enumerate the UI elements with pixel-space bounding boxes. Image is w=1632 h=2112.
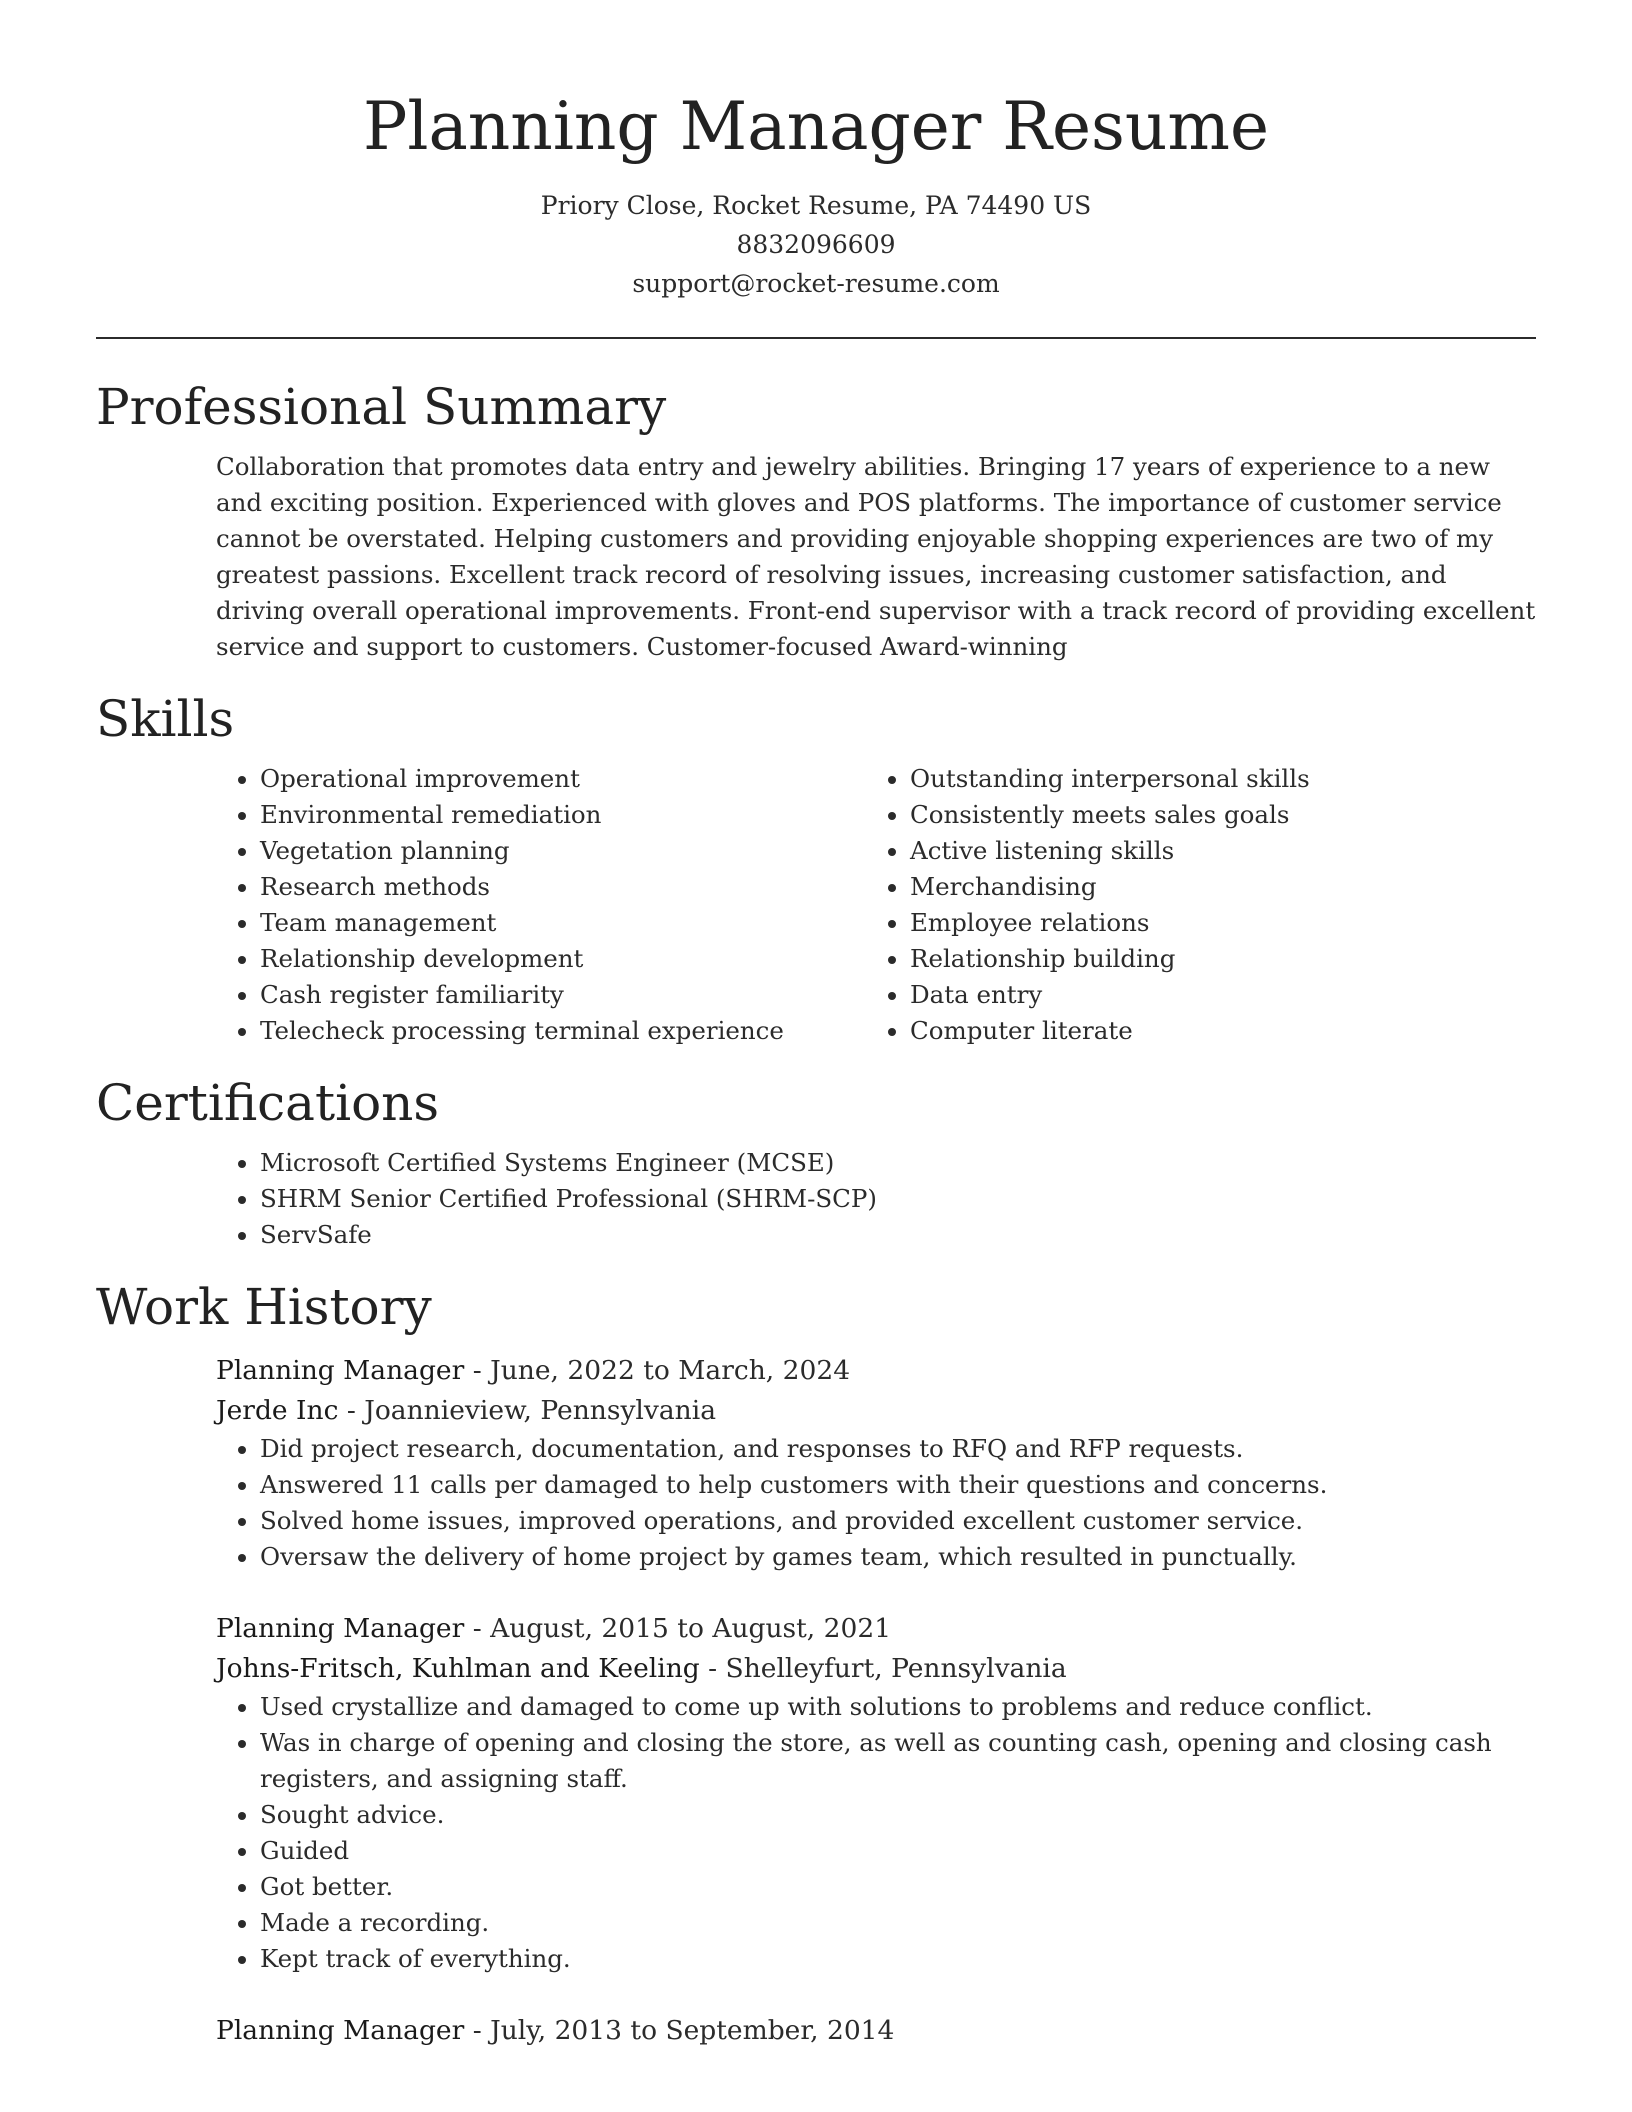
certification-item: • ServSafe xyxy=(260,1217,1536,1253)
summary-heading: Professional Summary xyxy=(96,378,667,436)
skill-item: • Relationship development xyxy=(260,941,866,977)
job-company: Johns-Fritsch, Kuhlman and Keeling xyxy=(216,1653,700,1684)
skills-list-left xyxy=(216,761,866,1049)
skill-item: • Computer literate xyxy=(910,1013,1516,1049)
job-duties-list xyxy=(216,1689,1536,1977)
skill-item: • Vegetation planning xyxy=(260,833,866,869)
job-duty-item: • Oversaw the delivery of home project by games team, which resulted in punctually. xyxy=(260,1539,1536,1575)
contact-address: Priory Close, Rocket Resume, PA 74490 US xyxy=(540,191,1092,220)
job-duty-item: • Guided xyxy=(260,1833,1536,1869)
job-role: Planning Manager xyxy=(216,2015,465,2046)
skill-item: • Consistently meets sales goals xyxy=(910,797,1516,833)
contact-phone: 8832096609 xyxy=(736,230,896,259)
skill-item: • Team management xyxy=(260,905,866,941)
certifications-heading: Certifications xyxy=(96,1074,440,1132)
job-title-line xyxy=(216,2011,1536,2051)
skill-item: • Active listening skills xyxy=(910,833,1516,869)
work-history-block xyxy=(216,1351,1536,2051)
work-history-heading: Work History xyxy=(96,1278,432,1336)
job-location: - Joannieview, Pennsylvania xyxy=(338,1395,717,1426)
skills-grid xyxy=(216,761,1536,1049)
job-company-line xyxy=(216,1649,1536,1689)
certifications-list xyxy=(216,1145,1536,1253)
resume-page xyxy=(96,0,1536,2051)
job-role: Planning Manager xyxy=(216,1613,465,1644)
job-dates: - June, 2022 to March, 2024 xyxy=(464,1355,851,1386)
skills-heading: Skills xyxy=(96,690,235,748)
job-company-line xyxy=(216,1391,1536,1431)
job-dates: - August, 2015 to August, 2021 xyxy=(464,1613,892,1644)
job-role: Planning Manager xyxy=(216,1355,465,1386)
skill-item: • Data entry xyxy=(910,977,1516,1013)
job-entry xyxy=(216,1351,1536,1575)
skill-item: • Merchandising xyxy=(910,869,1516,905)
resume-header xyxy=(96,0,1536,303)
skill-item: • Operational improvement xyxy=(260,761,866,797)
job-duties-list xyxy=(216,1431,1536,1575)
summary-text: Collaboration that promotes data entry and jewelry abilities. Bringing 17 years of experience to a new and exciting position. Experienced with gloves and POS platforms. The importance of customer service cannot be overstated. Helping customers and providing enjoyable shopping experiences are two of my greatest passions. Excellent track record of resolving issues, increasing customer satisfaction, and driving overall operational improvements. Front-end supervisor with a track record of providing excellent service and support to customers. Customer-focused Award-winning xyxy=(216,452,1536,661)
skill-item: • Research methods xyxy=(260,869,866,905)
job-duty-item: • Did project research, documentation, and responses to RFQ and RFP requests. xyxy=(260,1431,1536,1467)
certifications-block xyxy=(216,1145,1536,1253)
certification-item: • SHRM Senior Certified Professional (SHRM-SCP) xyxy=(260,1181,1536,1217)
skills-list-right xyxy=(866,761,1516,1049)
job-dates: - July, 2013 to September, 2014 xyxy=(464,2015,895,2046)
job-title-line xyxy=(216,1609,1536,1649)
contact-email: support@rocket-resume.com xyxy=(632,269,1000,298)
skill-item: • Relationship building xyxy=(910,941,1516,977)
certification-item: • Microsoft Certified Systems Engineer (MCSE) xyxy=(260,1145,1536,1181)
job-duty-item: • Kept track of everything. xyxy=(260,1941,1536,1977)
contact-block xyxy=(96,186,1536,303)
skill-item: • Environmental remediation xyxy=(260,797,866,833)
resume-title: Planning Manager Resume xyxy=(362,88,1270,165)
job-entry xyxy=(216,1609,1536,1977)
skill-item: • Outstanding interpersonal skills xyxy=(910,761,1516,797)
job-entry xyxy=(216,2011,1536,2051)
job-duty-item: • Answered 11 calls per damaged to help customers with their questions and concerns. xyxy=(260,1467,1536,1503)
job-duty-item: • Sought advice. xyxy=(260,1797,1536,1833)
job-duty-item: • Was in charge of opening and closing the store, as well as counting cash, opening and closing cash registers, and assigning staff. xyxy=(260,1725,1536,1797)
skill-item: • Telecheck processing terminal experience xyxy=(260,1013,866,1049)
skill-item: • Cash register familiarity xyxy=(260,977,866,1013)
job-location: - Shelleyfurt, Pennsylvania xyxy=(699,1653,1067,1684)
job-duty-item: • Made a recording. xyxy=(260,1905,1536,1941)
skill-item: • Employee relations xyxy=(910,905,1516,941)
job-company: Jerde Inc xyxy=(216,1395,339,1426)
job-title-line xyxy=(216,1351,1536,1391)
job-duty-item: • Got better. xyxy=(260,1869,1536,1905)
job-duty-item: • Solved home issues, improved operations, and provided excellent customer service. xyxy=(260,1503,1536,1539)
skills-column-left xyxy=(216,761,866,1049)
skills-column-right xyxy=(866,761,1516,1049)
job-duty-item: • Used crystallize and damaged to come up with solutions to problems and reduce conflict. xyxy=(260,1689,1536,1725)
header-divider xyxy=(96,337,1536,339)
